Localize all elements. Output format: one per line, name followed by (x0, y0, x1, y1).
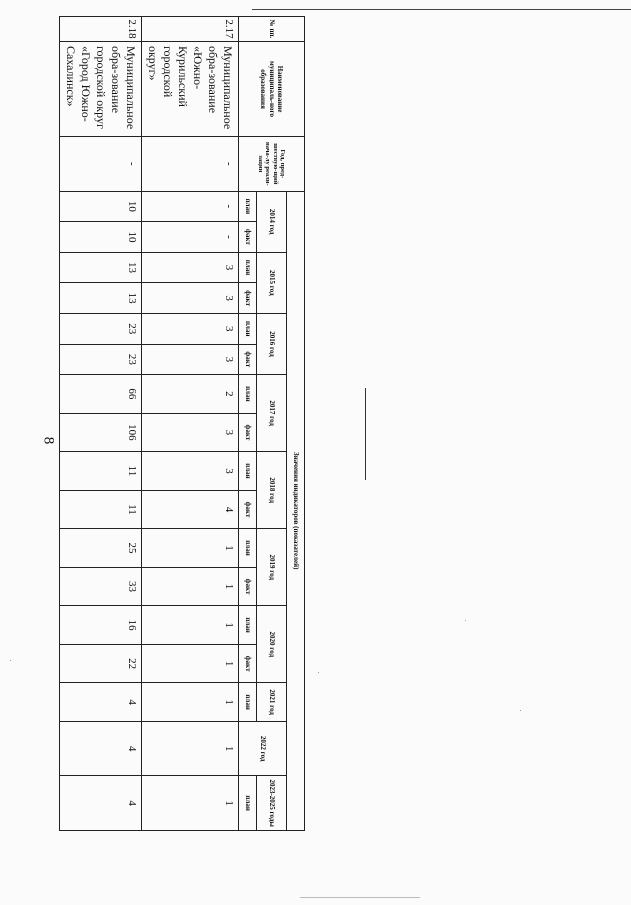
cell-2022: 4 (60, 721, 142, 775)
cell-2017-fact: 3 (142, 413, 239, 452)
header-year: 2019 год (257, 529, 287, 606)
header-year: 2015 год (257, 252, 287, 313)
header-fact: факт (239, 413, 257, 452)
row-name: Муниципальное обра-зование городской округ «Город Южно-Сахалинск» (60, 41, 142, 136)
header-plan: план (239, 606, 257, 645)
cell-2015-plan: 13 (60, 252, 142, 283)
scan-speck (318, 672, 319, 673)
cell-2020-plan: 16 (60, 606, 142, 645)
cell-2023-2025-plan: 4 (60, 776, 142, 831)
cell-2018-plan: 11 (60, 452, 142, 491)
cell-2016-fact: 3 (142, 344, 239, 375)
scan-speck (10, 660, 11, 661)
cell-2022: 1 (142, 721, 239, 775)
top-rule (252, 9, 631, 10)
header-year: 2016 год (257, 313, 287, 374)
cell-2017-plan: 2 (142, 375, 239, 414)
header-indicators: Значения индикаторов (показателей) (287, 191, 305, 830)
cell-2016-fact: 23 (60, 344, 142, 375)
cell-2021-plan: 4 (60, 683, 142, 722)
cell-2014-fact: - (142, 222, 239, 253)
margin-line (365, 388, 366, 480)
cell-2018-fact: 4 (142, 490, 239, 529)
cell-2015-fact: 13 (60, 283, 142, 314)
row-num: 2.17 (142, 17, 239, 42)
cell-2015-plan: 3 (142, 252, 239, 283)
header-plan: план (239, 452, 257, 491)
header-year: 2014 год (257, 191, 287, 252)
header-year: 2023-2025 годы (257, 776, 287, 831)
header-plan: план (239, 529, 257, 568)
scan-speck (520, 710, 521, 711)
header-plan: план (239, 313, 257, 344)
header-plan: план (239, 252, 257, 283)
header-year: 2017 год (257, 375, 287, 452)
indicator-table-wrapper (64, 16, 305, 831)
header-year: 2018 год (257, 452, 287, 529)
header-name: Наименование муниципаль-ного образования (239, 41, 305, 136)
header-plan: план (239, 375, 257, 414)
row-name: Муниципальное обра-зование «Южно-Курильский городской округ» (142, 41, 239, 136)
cell-2014-plan: - (142, 191, 239, 222)
header-fact: факт (239, 283, 257, 314)
cell-2018-fact: 11 (60, 490, 142, 529)
cell-2021-plan: 1 (142, 683, 239, 722)
table-row (142, 17, 239, 831)
cell-2016-plan: 3 (142, 313, 239, 344)
cell-2014-fact: 10 (60, 222, 142, 253)
header-prev-year: Год, пред-шествую-щий нача-лу реали-зации (239, 137, 305, 191)
cell-2017-plan: 66 (60, 375, 142, 414)
indicator-table (59, 16, 305, 831)
cell-2018-plan: 3 (142, 452, 239, 491)
header-fact: факт (239, 567, 257, 606)
header-plan: план (239, 776, 257, 831)
bottom-rule (300, 897, 420, 898)
cell-2019-plan: 1 (142, 529, 239, 568)
table-row (60, 17, 142, 831)
header-fact: факт (239, 490, 257, 529)
header-fact: факт (239, 222, 257, 253)
header-num: № пп. (239, 17, 305, 42)
header-year: 2021 год (257, 683, 287, 722)
cell-2023-2025-plan: 1 (142, 776, 239, 831)
row-num: 2.18 (60, 17, 142, 42)
cell-2019-plan: 25 (60, 529, 142, 568)
header-fact: факт (239, 344, 257, 375)
header-plan: план (239, 191, 257, 222)
cell-2015-fact: 3 (142, 283, 239, 314)
cell-2020-plan: 1 (142, 606, 239, 645)
header-year: 2022 год (239, 721, 287, 775)
cell-2016-plan: 23 (60, 313, 142, 344)
cell-2014-plan: 10 (60, 191, 142, 222)
cell-2019-fact: 1 (142, 567, 239, 606)
header-fact: факт (239, 644, 257, 683)
cell-2020-fact: 22 (60, 644, 142, 683)
page-number: 8 (40, 436, 57, 445)
cell-2017-fact: 106 (60, 413, 142, 452)
row-prev: - (60, 137, 142, 191)
cell-2020-fact: 1 (142, 644, 239, 683)
header-plan: план (239, 683, 257, 722)
cell-2019-fact: 33 (60, 567, 142, 606)
row-prev: - (142, 137, 239, 191)
header-year: 2020 год (257, 606, 287, 683)
scan-speck (465, 620, 466, 621)
